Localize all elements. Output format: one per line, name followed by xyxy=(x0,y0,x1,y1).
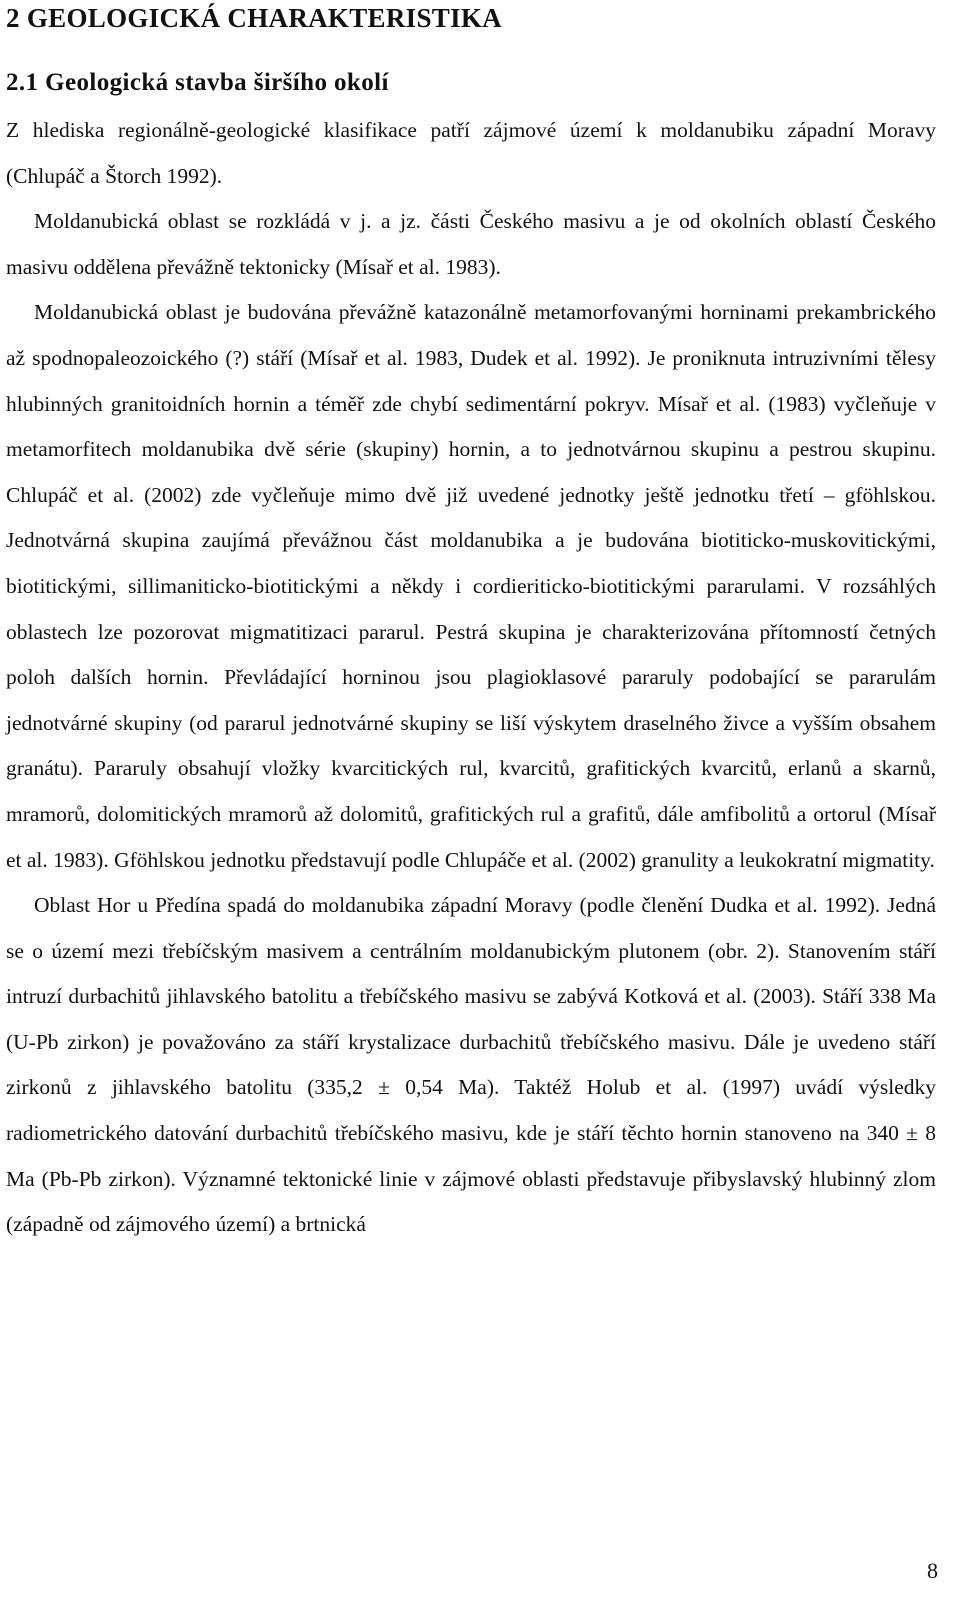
page-number: 8 xyxy=(927,1558,938,1583)
paragraph-3: Moldanubická oblast je budována převážně katazonálně metamorfovanými horninami prekambrického až spodnopaleozoického (?) stáří (Mísař et al. 1983, Dudek et al. 1992). Je proniknuta intruzivními tělesy hlubinných granitoidních hornin a téměř zde chybí sedimentární pokryv. Mísař et al. (1983) vyčleňuje v metamorfitech moldanubika dvě série (skupiny) hornin, a to jednotvárnou skupinu a pestrou skupinu. Chlupáč et al. (2002) zde vyčleňuje mimo dvě již uvedené jednotky ještě jednotku třetí – gföhlskou. Jednotvárná skupina zaujímá převážnou část moldanubika a je budována biotiticko-muskovitickými, biotitickými, sillimaniticko-biotitickými a někdy i cordieriticko-biotitickými pararulami. V rozsáhlých oblastech lze pozorovat migmatitizaci pararul. Pestrá skupina je charakterizována přítomností četných poloh dalších hornin. Převládající horninou jsou plagioklasové pararuly podobající se pararulám jednotvárné skupiny (od pararul jednotvárné skupiny se liší výskytem draselného živce a vyšším obsahem granátu). Pararuly obsahují vložky kvarcitických rul, kvarcitů, grafitických kvarcitů, erlanů a skarnů, mramorů, dolomitických mramorů až dolomitů, grafitických rul a grafitů, dále amfibolitů a ortorul (Mísař et al. 1983). Gföhlskou jednotku představují podle Chlupáče et al. (2002) granulity a leukokratní migmatity. xyxy=(6,300,936,872)
paragraph-4: Oblast Hor u Předína spadá do moldanubika západní Moravy (podle členění Dudka et al. 1992). Jedná se o území mezi třebíčským masivem a centrálním moldanubickým plutonem (obr. 2). Stanovením stáří intruzí durbachitů jihlavského batolitu a třebíčského masivu se zabývá Kotková et al. (2003). Stáří 338 Ma (U-Pb zirkon) je považováno za stáří krystalizace durbachitů třebíčského masivu. Dále je uvedeno stáří zirkonů z jihlavského batolitu (335,2 ± 0,54 Ma). Taktéž Holub et al. (1997) uvádí výsledky radiometrického datování durbachitů třebíčského masivu, kde je stáří těchto hornin stanoveno na 340 ± 8 Ma (Pb-Pb zirkon). Významné tektonické linie v zájmové oblasti představuje přibyslavský hlubinný zlom (západně od zájmového území) a brtnická xyxy=(6,893,936,1237)
paragraph-2: Moldanubická oblast se rozkládá v j. a jz. části Českého masivu a je od okolních oblastí Českého masivu oddělena převážně tektonicky (Mísař et al. 1983). xyxy=(6,209,936,279)
paragraph-1: Z hlediska regionálně-geologické klasifikace patří zájmové území k moldanubiku západní Moravy (Chlupáč a Štorch 1992). xyxy=(6,118,936,188)
chapter-heading: 2 GEOLOGICKÁ CHARAKTERISTIKA xyxy=(6,3,502,33)
section-heading: 2.1 Geologická stavba širšího okolí xyxy=(6,69,389,96)
body-text xyxy=(6,108,936,1248)
